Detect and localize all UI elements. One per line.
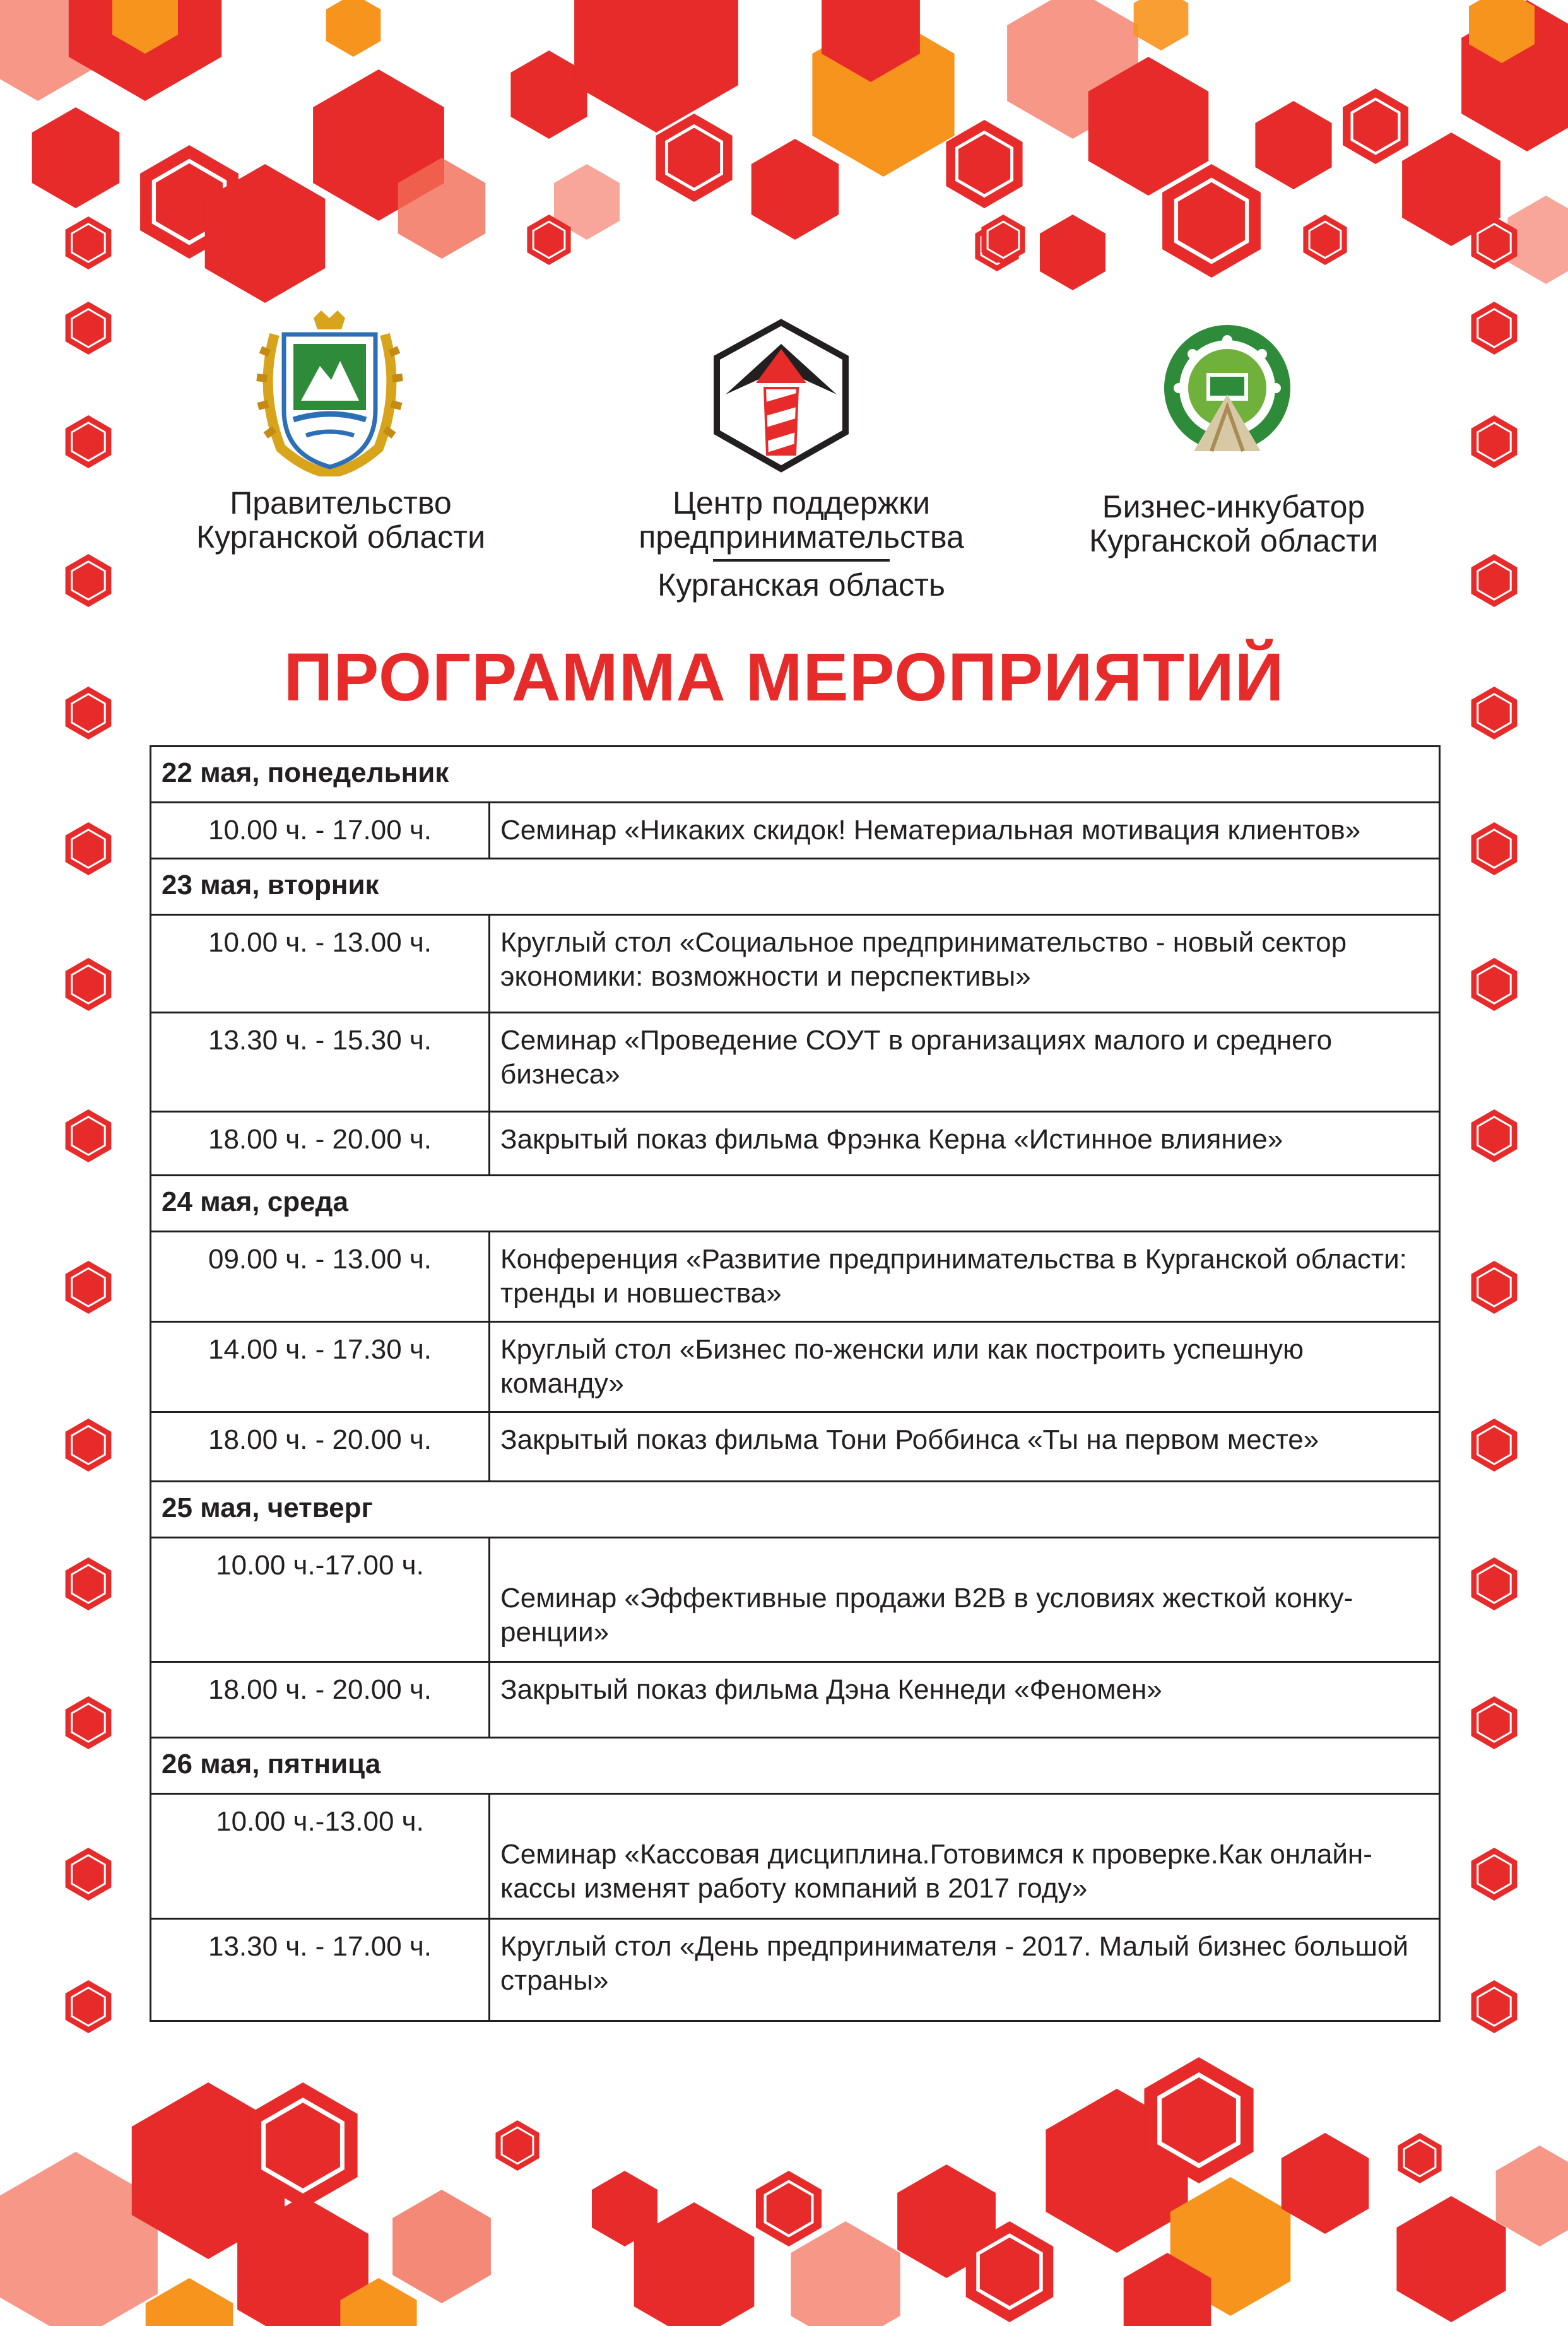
event-description: Круглый стол «Социальное предпринимательство - новый сектор экономики: возможности и перспективы»: [490, 915, 1440, 1013]
event-time: 10.00 ч. - 17.00 ч.: [151, 803, 490, 859]
day-header-row: [151, 1738, 1440, 1794]
org-name-line: Курганской области: [196, 519, 485, 555]
hexagon-shape: [146, 2278, 233, 2326]
day-header-row: [151, 859, 1440, 915]
hexagon-shape: [752, 139, 839, 240]
day-header-row: [151, 747, 1440, 803]
event-description: Закрытый показ фильма Дэна Кеннеди «Феномен»: [490, 1662, 1440, 1738]
event-row: [151, 1662, 1440, 1738]
event-time: 18.00 ч. - 20.00 ч.: [151, 1112, 490, 1176]
day-header-row: [151, 1482, 1440, 1538]
hexagon-shape: [791, 2221, 900, 2326]
event-description: Семинар «Кассовая дисциплина.Готовимся к проверке.Как онлайн-кассы изменят работу компаний в 2017 году»: [490, 1794, 1440, 1919]
event-time: 13.30 ч. - 17.00 ч.: [151, 1919, 490, 2021]
org-name-line: Курганской области: [1088, 523, 1378, 558]
event-time: 10.00 ч.-13.00 ч.: [151, 1794, 490, 1919]
divider: [713, 559, 890, 562]
hexagon-shape: [1282, 2133, 1369, 2234]
hexagon-shape: [1255, 101, 1331, 189]
event-description: Круглый стол «День предпринимателя - 2017. Малый бизнес большой страны»: [490, 1919, 1440, 2021]
event-description: Семинар «Эффективные продажи B2B в условиях жесткой конку-ренции»: [490, 1538, 1440, 1662]
day-label: 22 мая, понедельник: [151, 747, 1440, 803]
event-row: [151, 1232, 1440, 1322]
incubator-icon: [1148, 319, 1306, 476]
page-title: ПРОГРАММА МЕРОПРИЯТИЙ: [283, 639, 1285, 715]
schedule-table: [150, 745, 1441, 2022]
event-row: [151, 1794, 1440, 1919]
event-row: [151, 1412, 1440, 1482]
day-header-row: [151, 1176, 1440, 1232]
hexagon-shape: [574, 0, 738, 133]
event-time: 10.00 ч. - 13.00 ч.: [151, 915, 490, 1013]
event-description: Семинар «Никаких скидок! Нематериальная мотивация клиентов»: [490, 803, 1440, 859]
day-label: 25 мая, четверг: [151, 1482, 1440, 1538]
event-description: Семинар «Проведение СОУТ в организациях малого и среднего бизнеса»: [490, 1013, 1440, 1112]
hexagon-shape: [1496, 2146, 1568, 2246]
event-time: 09.00 ч. - 13.00 ч.: [151, 1232, 490, 1322]
event-row: [151, 1919, 1440, 2021]
org-name-line: Бизнес-инкубатор: [1102, 489, 1365, 524]
event-row: [151, 915, 1440, 1013]
event-time: 13.30 ч. - 15.30 ч.: [151, 1013, 490, 1112]
day-label: 24 мая, среда: [151, 1176, 1440, 1232]
event-time: 10.00 ч.-17.00 ч.: [151, 1538, 490, 1662]
coat-of-arms-icon: [256, 309, 404, 476]
event-row: [151, 803, 1440, 859]
org-name-line: Центр поддержки: [672, 485, 930, 521]
event-row: [151, 1013, 1440, 1112]
day-label: 26 мая, пятница: [151, 1738, 1440, 1794]
org-government: [139, 486, 543, 554]
event-description: Конференция «Развитие предпринимательства в Курганской области: тренды и новшества»: [490, 1232, 1440, 1322]
hexagon-shape: [1396, 2196, 1506, 2322]
org-subtitle: Курганская область: [657, 567, 945, 603]
org-name-line: предпринимательства: [639, 519, 964, 555]
support-center-icon: [712, 319, 851, 473]
event-row: [151, 1538, 1440, 1662]
event-time: 14.00 ч. - 17.30 ч.: [151, 1322, 490, 1412]
org-name-line: Правительство: [230, 485, 452, 521]
hexagon-shape: [1040, 215, 1105, 290]
event-description: Закрытый показ фильма Тони Роббинса «Ты на первом месте»: [490, 1412, 1440, 1482]
hexagon-shape: [1134, 0, 1189, 50]
org-support-center: [606, 486, 997, 602]
day-label: 23 мая, вторник: [151, 859, 1440, 915]
event-description: Круглый стол «Бизнес по-женски или как построить успешную команду»: [490, 1322, 1440, 1412]
hexagon-shape: [32, 107, 120, 208]
org-incubator: [1041, 490, 1426, 558]
event-time: 18.00 ч. - 20.00 ч.: [151, 1662, 490, 1738]
event-row: [151, 1112, 1440, 1176]
event-time: 18.00 ч. - 20.00 ч.: [151, 1412, 490, 1482]
event-row: [151, 1322, 1440, 1412]
event-description: Закрытый показ фильма Фрэнка Керна «Истинное влияние»: [490, 1112, 1440, 1176]
hexagon-shape: [326, 0, 381, 57]
hexagon-shape: [392, 2190, 491, 2303]
